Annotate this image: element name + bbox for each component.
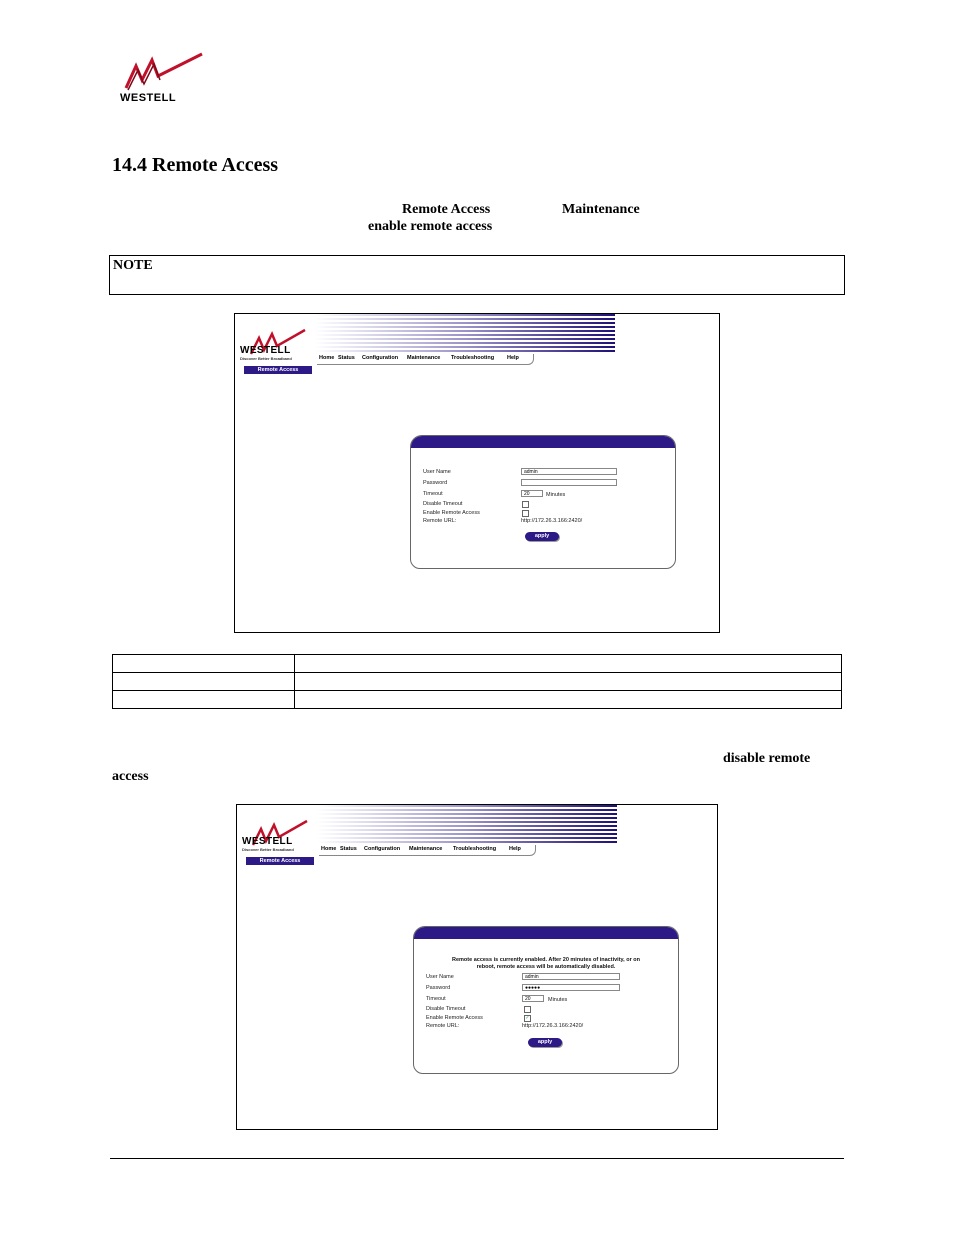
screenshot-remote-access-enabled	[236, 804, 718, 1130]
table-row	[113, 673, 842, 691]
intro-term-remote-access: Remote Access	[402, 202, 491, 217]
disable-timeout-checkbox[interactable]	[524, 1006, 531, 1013]
panel-header-bar	[414, 927, 678, 939]
westell-swoosh-icon	[118, 52, 204, 94]
nav-help[interactable]: Help	[509, 846, 521, 852]
nav-home[interactable]: Home	[319, 355, 335, 361]
user-name-input[interactable]: admin	[521, 468, 617, 475]
note-box	[109, 255, 845, 295]
table-row	[113, 691, 842, 709]
footer-rule	[110, 1158, 844, 1159]
table-row	[113, 655, 842, 673]
intro-term-enable-remote-access: enable remote access	[368, 219, 493, 234]
screenshot-remote-access-form	[234, 313, 720, 633]
table-cell	[295, 655, 842, 673]
label-timeout: Timeout	[423, 491, 443, 497]
brand-tagline: Discover Better Broadband	[240, 356, 292, 361]
timeout-input[interactable]: 20	[521, 490, 543, 497]
para-term-access: access	[112, 769, 149, 784]
brand-tagline: Discover Better Broadband	[242, 847, 294, 852]
top-nav	[319, 845, 536, 856]
remote-access-notice	[426, 957, 666, 971]
label-enable-remote-access: Enable Remote Access	[426, 1015, 483, 1021]
password-input[interactable]: ●●●●●	[522, 984, 620, 991]
notice-line-2: reboot, remote access will be automatically disabled.	[476, 964, 616, 970]
nav-maintenance[interactable]: Maintenance	[409, 846, 443, 852]
para-term-disable-remote: disable remote	[723, 751, 811, 766]
label-password: Password	[426, 985, 451, 991]
table-cell	[113, 691, 295, 709]
apply-button[interactable]: apply	[528, 1038, 562, 1047]
timeout-unit: Minutes	[548, 997, 568, 1003]
section-title: 14.4 Remote Access	[112, 154, 279, 176]
nav-home[interactable]: Home	[321, 846, 337, 852]
note-label: NOTE	[113, 258, 153, 273]
nav-maintenance[interactable]: Maintenance	[407, 355, 441, 361]
panel-header-bar	[411, 436, 675, 448]
brand-wordmark: WESTELL	[240, 345, 291, 356]
page-tab-remote-access[interactable]: Remote Access	[246, 857, 314, 865]
logo-wordmark: WESTELL	[120, 92, 177, 104]
top-nav	[317, 354, 534, 365]
label-user-name: User Name	[426, 974, 454, 980]
label-enable-remote-access: Enable Remote Access	[423, 510, 480, 516]
enable-remote-access-checkbox[interactable]	[522, 510, 529, 517]
table-cell	[295, 691, 842, 709]
label-password: Password	[423, 480, 448, 486]
enable-remote-access-checkbox[interactable]: ✓	[525, 1016, 530, 1021]
nav-status[interactable]: Status	[340, 846, 357, 852]
user-name-input[interactable]: admin	[522, 973, 620, 980]
label-disable-timeout: Disable Timeout	[426, 1006, 466, 1012]
timeout-input[interactable]: 20	[522, 995, 544, 1002]
nav-help[interactable]: Help	[507, 355, 519, 361]
label-user-name: User Name	[423, 469, 451, 475]
header-stripes	[317, 805, 617, 847]
page-tab-remote-access[interactable]: Remote Access	[244, 366, 312, 374]
nav-troubleshooting[interactable]: Troubleshooting	[453, 846, 497, 852]
nav-configuration[interactable]: Configuration	[362, 355, 399, 361]
nav-troubleshooting[interactable]: Troubleshooting	[451, 355, 495, 361]
remote-url-value: http://172.26.3.166:2420/	[521, 518, 583, 524]
table-cell	[295, 673, 842, 691]
remote-access-panel	[410, 435, 676, 569]
field-description-table	[112, 654, 842, 709]
table-cell	[113, 673, 295, 691]
table-cell	[113, 655, 295, 673]
password-input[interactable]	[521, 479, 617, 486]
apply-button[interactable]: apply	[525, 532, 559, 541]
remote-url-value: http://172.26.3.166:2420/	[522, 1023, 584, 1029]
header-stripes	[315, 314, 615, 356]
nav-configuration[interactable]: Configuration	[364, 846, 401, 852]
intro-term-maintenance: Maintenance	[562, 202, 640, 217]
westell-logo	[118, 52, 204, 108]
brand-wordmark: WESTELL	[242, 836, 293, 847]
label-remote-url: Remote URL:	[426, 1023, 460, 1029]
disable-timeout-checkbox[interactable]	[522, 501, 529, 508]
nav-status[interactable]: Status	[338, 355, 355, 361]
label-remote-url: Remote URL:	[423, 518, 457, 524]
timeout-unit: Minutes	[546, 492, 566, 498]
label-timeout: Timeout	[426, 996, 446, 1002]
remote-access-panel	[413, 926, 679, 1074]
label-disable-timeout: Disable Timeout	[423, 501, 463, 507]
notice-line-1: Remote access is currently enabled. After 20 minutes of inactivity, or on	[452, 957, 640, 963]
